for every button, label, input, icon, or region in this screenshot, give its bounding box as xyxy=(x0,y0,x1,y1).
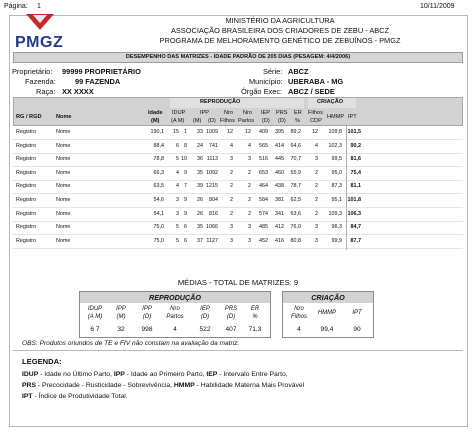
medias-rep-h1: IPP xyxy=(116,306,126,312)
cell-ippm: 39 xyxy=(197,183,203,190)
col-nro-partos-sub: Partos xyxy=(238,118,255,124)
medias-cri-h1: Nro xyxy=(294,306,304,312)
cell-er: 70,7 xyxy=(290,156,301,163)
cell-np: 2 xyxy=(248,169,251,176)
cell-prs: 341 xyxy=(275,210,284,217)
cell-nf: 2 xyxy=(230,210,233,217)
reproducao-group-header: REPRODUÇÃO xyxy=(200,99,241,105)
medias-cri-h2: Filhos xyxy=(290,314,307,320)
header-line-3: PROGRAMA DE MELHORAMENTO GENÉTICO DE ZEBUÍNOS - PMGZ xyxy=(159,36,401,45)
cell-idade: 75,0 xyxy=(153,237,164,244)
cell-nf: 2 xyxy=(230,169,233,176)
cell-ippd: 1215 xyxy=(206,183,218,190)
cell-er: 64,6 xyxy=(290,142,301,149)
medias-rep-h1: IEP xyxy=(200,306,210,312)
cell-np: 3 xyxy=(248,237,251,244)
col-nro-filhos-sub: Filhos xyxy=(220,118,235,124)
legend-line-2: PRS - Precocidade - Rusticidade - Sobrevivência, HMMP - Habilidade Materna Mais Provável xyxy=(22,382,305,389)
cell-nome: Nome xyxy=(56,156,71,163)
cell-np: 3 xyxy=(248,156,251,163)
col-ipt: IPT xyxy=(348,114,357,120)
cell-prs: 445 xyxy=(275,156,284,163)
criacao-group-header: CRIAÇÃO xyxy=(317,99,344,105)
medias-rep-h1: PRS xyxy=(224,306,238,312)
cell-ippm: 24 xyxy=(197,142,203,149)
cell-np: 2 xyxy=(248,197,251,203)
col-er-sub: % xyxy=(295,118,300,124)
cell-nf: 3 xyxy=(230,224,233,231)
cell-idade: 190,1 xyxy=(150,129,164,135)
medias-rep-h2: (D) xyxy=(200,314,210,320)
cell-ippd: 816 xyxy=(209,210,218,217)
cell-m: 9 xyxy=(184,169,187,176)
cell-iep: 409 xyxy=(259,129,268,135)
cell-nome: Nome xyxy=(56,142,71,149)
row-separator xyxy=(13,248,463,249)
cell-rg: Registro xyxy=(16,237,37,244)
proprietario-label: Proprietário: xyxy=(12,67,53,76)
row-separator xyxy=(13,207,463,208)
row-separator xyxy=(13,166,463,167)
cell-er: 89,2 xyxy=(290,129,301,135)
raca-label: Raça: xyxy=(36,87,56,96)
cell-ippm: 36 xyxy=(197,156,203,163)
cell-np: 12 xyxy=(245,129,251,135)
medias-rep-h1: IDUP xyxy=(87,306,103,312)
cell-ippm: 26 xyxy=(197,197,203,203)
cell-cdp: 12 xyxy=(312,129,318,135)
cell-a: 6 xyxy=(176,142,179,149)
cell-cdp: 2 xyxy=(315,197,318,203)
cell-a: 15 xyxy=(173,129,179,135)
cell-nome: Nome xyxy=(56,129,71,135)
proprietario-value: 99999 PROPRIETÁRIO xyxy=(62,67,141,76)
medias-cri-h1: HMMP xyxy=(317,310,337,316)
cell-idade: 63,5 xyxy=(153,183,164,190)
medias-rep-h2: (D) xyxy=(142,314,152,320)
cell-nome: Nome xyxy=(56,237,71,244)
cell-hmmp: 109,8 xyxy=(328,129,342,135)
cell-ippd: 1066 xyxy=(206,224,218,231)
cell-ippm: 37 xyxy=(197,237,203,244)
row-separator xyxy=(13,221,463,222)
cell-nome: Nome xyxy=(56,210,71,217)
cell-iep: 653 xyxy=(259,169,268,176)
orgao-label: Órgão Exec: xyxy=(241,87,283,96)
cell-iep: 584 xyxy=(259,197,268,203)
row-separator xyxy=(13,139,463,140)
col-idade-unit: (M) xyxy=(151,118,160,124)
cell-idade: 54,6 xyxy=(153,197,164,203)
cell-nf: 4 xyxy=(230,142,233,149)
page-number: 1 xyxy=(37,3,41,10)
cell-a: 4 xyxy=(176,169,179,176)
header-line-2: ASSOCIAÇÃO BRASILEIRA DOS CRIADORES DE ZEBU - ABCZ xyxy=(170,26,390,35)
cell-er: 78,7 xyxy=(290,183,301,190)
cell-idade: 88,4 xyxy=(153,142,164,149)
cell-m: 9 xyxy=(184,210,187,217)
cell-prs: 416 xyxy=(275,237,284,244)
report-title: DESEMPENHO DAS MATRIZES - IDADE PADRÃO DE 205 DIAS (PESAGEM: 4/4/2006) xyxy=(13,52,463,63)
medias-rep-v: 32 xyxy=(117,326,125,333)
cell-rg: Registro xyxy=(16,210,37,217)
cell-ippd: 1009 xyxy=(206,129,218,135)
row-separator xyxy=(13,234,463,235)
cell-hmmp: 102,3 xyxy=(328,142,342,149)
medias-rep-v: 6 7 xyxy=(90,326,100,333)
cell-ippd: 804 xyxy=(209,197,218,203)
cell-idade: 78,8 xyxy=(153,156,164,163)
cell-a: 5 xyxy=(176,237,179,244)
col-filhos: Filhos xyxy=(308,110,323,116)
cell-m: 6 xyxy=(184,224,187,231)
cell-hmmp: 95,1 xyxy=(331,197,342,203)
cell-nome: Nome xyxy=(56,224,71,231)
col-nome: Nome xyxy=(56,114,72,120)
cell-a: 4 xyxy=(176,183,179,190)
cell-ippm: 35 xyxy=(197,224,203,231)
col-prs: PRS xyxy=(276,110,288,116)
cell-m: 7 xyxy=(184,183,187,190)
row-separator xyxy=(13,180,463,181)
cell-ippm: 26 xyxy=(197,210,203,217)
cell-m: 10 xyxy=(181,156,187,163)
col-nro-partos: Nro xyxy=(243,110,253,116)
cell-ipt: 87,7 xyxy=(350,237,361,244)
cell-rg: Registro xyxy=(16,156,37,163)
cell-hmmp: 99,9 xyxy=(331,237,342,244)
cell-ippd: 1127 xyxy=(206,237,218,244)
cell-rg: Registro xyxy=(16,197,37,203)
cell-nf: 2 xyxy=(230,183,233,190)
medias-reproducao-title: REPRODUÇÃO xyxy=(80,292,270,303)
col-er: ER xyxy=(294,110,302,116)
page-label: Página: xyxy=(4,3,28,10)
municipio-label: Município: xyxy=(249,77,283,86)
row-separator xyxy=(13,193,463,194)
col-idup: IDUP xyxy=(172,110,186,116)
col-rg: RG / RGD xyxy=(16,114,42,120)
medias-title: MÉDIAS - TOTAL DE MATRIZES: 9 xyxy=(177,278,299,287)
col-iep: IEP xyxy=(261,110,271,116)
medias-rep-v: 71,3 xyxy=(248,326,262,333)
pmgz-logo-inner-icon xyxy=(33,15,47,23)
medias-rep-h2: % xyxy=(252,314,258,320)
cell-iep: 452 xyxy=(259,237,268,244)
cell-a: 5 xyxy=(176,156,179,163)
col-ipp: IPP xyxy=(200,110,210,116)
cell-iep: 574 xyxy=(259,210,268,217)
cell-np: 3 xyxy=(248,224,251,231)
cell-np: 4 xyxy=(248,142,251,149)
cell-ippd: 1092 xyxy=(206,169,218,176)
medias-cri-v: 99,4 xyxy=(320,326,334,333)
cell-hmmp: 109,3 xyxy=(328,210,342,217)
medias-rep-h1: Nro xyxy=(170,306,180,312)
cell-rg: Registro xyxy=(16,142,37,149)
cell-prs: 414 xyxy=(275,142,284,149)
cell-iep: 565 xyxy=(259,142,268,149)
medias-rep-v: 407 xyxy=(225,326,237,333)
medias-rep-h2: (D) xyxy=(226,314,236,320)
cell-ipt: 84,7 xyxy=(350,224,361,231)
fazenda-value: 99 FAZENDA xyxy=(75,77,121,86)
medias-cri-h1: IPT xyxy=(352,310,362,316)
cell-ipt: 75,4 xyxy=(350,169,361,176)
cell-nf: 3 xyxy=(230,237,233,244)
cell-rg: Registro xyxy=(16,183,37,190)
medias-rep-v: 522 xyxy=(199,326,211,333)
medias-rep-h1: IPP xyxy=(142,306,152,312)
cell-ipt: 81,1 xyxy=(350,183,361,190)
cell-a: 3 xyxy=(176,210,179,217)
cell-idade: 54,1 xyxy=(153,210,164,217)
cell-nf: 2 xyxy=(230,197,233,203)
logo-text: PMGZ xyxy=(15,34,64,51)
cell-cdp: 2 xyxy=(315,169,318,176)
cell-er: 55,9 xyxy=(290,169,301,176)
cell-hmmp: 96,3 xyxy=(331,224,342,231)
cell-ipt: 106,3 xyxy=(347,210,361,217)
cell-iep: 464 xyxy=(259,183,268,190)
col-ipp-d: (D) xyxy=(208,118,216,124)
cell-prs: 460 xyxy=(275,169,284,176)
header-line-1: MINISTÉRIO DA AGRICULTURA xyxy=(225,16,335,25)
cell-iep: 516 xyxy=(259,156,268,163)
cell-er: 63,6 xyxy=(290,210,301,217)
cell-hmmp: 87,3 xyxy=(331,183,342,190)
cell-cdp: 3 xyxy=(315,156,318,163)
municipio-value: UBERABA - MG xyxy=(288,77,344,86)
ipt-column-divider xyxy=(346,126,347,250)
medias-criacao-box xyxy=(282,291,374,338)
cell-ippd: 1113 xyxy=(206,156,218,163)
cell-rg: Registro xyxy=(16,129,37,135)
cell-a: 5 xyxy=(176,224,179,231)
cell-prs: 412 xyxy=(275,224,284,231)
cell-np: 2 xyxy=(248,210,251,217)
cell-hmmp: 99,5 xyxy=(331,156,342,163)
cell-ipt: 101,8 xyxy=(347,197,361,203)
col-ipp-m: (M) xyxy=(193,118,202,124)
cell-ippd: 741 xyxy=(209,142,218,149)
cell-nf: 12 xyxy=(227,129,233,135)
cell-ipt: 101,5 xyxy=(347,129,361,135)
cell-iep: 485 xyxy=(259,224,268,231)
col-hmmp: HMMP xyxy=(327,114,345,120)
raca-value: XX XXXX xyxy=(62,87,94,96)
medias-reproducao-box xyxy=(79,291,271,338)
legend-divider xyxy=(13,350,463,351)
orgao-value: ABCZ / SEDE xyxy=(288,87,335,96)
fazenda-label: Fazenda: xyxy=(25,77,56,86)
serie-value: ABCZ xyxy=(288,67,309,76)
col-nro-filhos: Nro xyxy=(224,110,234,116)
medias-cri-v: 4 xyxy=(297,326,301,333)
legend-line-1: IDUP - Idade no Último Parto, IPP - Idade ao Primeiro Parto, IEP - Intervalo Entre Parto, xyxy=(22,371,288,378)
cell-prs: 381 xyxy=(275,197,284,203)
col-filhos-sub: CDP xyxy=(310,118,322,124)
cell-m: 6 xyxy=(184,237,187,244)
cell-nome: Nome xyxy=(56,169,71,176)
cell-er: 80,8 xyxy=(290,237,301,244)
cell-m: 1 xyxy=(184,129,187,135)
cell-ipt: 90,2 xyxy=(350,142,361,149)
cell-cdp: 3 xyxy=(315,237,318,244)
obs-note: OBS: Produtos oriundos de TE e FIV não constam na avaliação da matriz. xyxy=(22,340,240,347)
cell-idade: 66,3 xyxy=(153,169,164,176)
medias-cri-v: 90 xyxy=(353,326,361,333)
medias-rep-h2: (M) xyxy=(116,314,126,320)
cell-prs: 395 xyxy=(275,129,284,135)
medias-rep-h2: Partos xyxy=(166,314,184,320)
cell-cdp: 3 xyxy=(315,224,318,231)
cell-cdp: 2 xyxy=(315,183,318,190)
medias-rep-h1: ER xyxy=(250,306,260,312)
legend-line-3: IPT - Índice de Produtividade Total. xyxy=(22,393,128,400)
cell-rg: Registro xyxy=(16,169,37,176)
cell-idade: 75,0 xyxy=(153,224,164,231)
legend-title: LEGENDA: xyxy=(22,357,62,366)
cell-cdp: 2 xyxy=(315,210,318,217)
col-idade: Idade xyxy=(148,110,163,116)
serie-label: Série: xyxy=(263,67,283,76)
cell-m: 8 xyxy=(184,142,187,149)
cell-np: 2 xyxy=(248,183,251,190)
cell-cdp: 4 xyxy=(315,142,318,149)
medias-rep-v: 998 xyxy=(141,326,153,333)
cell-prs: 438 xyxy=(275,183,284,190)
cell-rg: Registro xyxy=(16,224,37,231)
cell-nome: Nome xyxy=(56,197,71,203)
cell-er: 76,0 xyxy=(290,224,301,231)
cell-nf: 3 xyxy=(230,156,233,163)
cell-ippm: 33 xyxy=(197,129,203,135)
cell-hmmp: 95,0 xyxy=(331,169,342,176)
col-prs-sub: (D) xyxy=(278,118,286,124)
medias-rep-v: 4 xyxy=(173,326,177,333)
medias-rep-h2: (A M) xyxy=(87,314,103,320)
report-date: 10/11/2009 xyxy=(420,3,455,10)
col-idup-sub: (A M) xyxy=(171,118,185,124)
row-separator xyxy=(13,153,463,154)
cell-er: 62,5 xyxy=(290,197,301,203)
cell-m: 9 xyxy=(184,197,187,203)
cell-a: 3 xyxy=(176,197,179,203)
cell-ipt: 81,6 xyxy=(350,156,361,163)
col-iep-sub: (D) xyxy=(262,118,270,124)
cell-nome: Nome xyxy=(56,183,71,190)
medias-criacao-title: CRIAÇÃO xyxy=(283,292,373,303)
cell-ippm: 35 xyxy=(197,169,203,176)
